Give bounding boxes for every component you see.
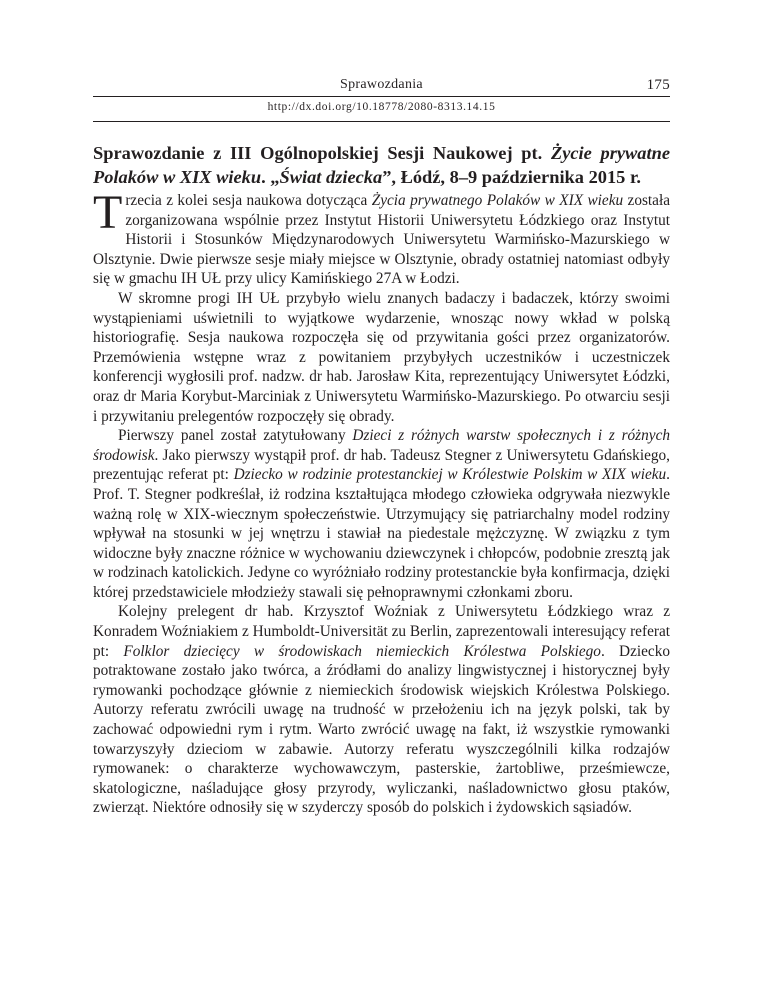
doi-rule: [93, 121, 670, 122]
running-title: Sprawozdania: [340, 77, 423, 92]
paragraph-3: [93, 426, 670, 602]
p3-text-3: . Prof. T. Stegner podkreślał, iż rodzina kształtująca młodego człowieka odgrywała niezwykle ważną rolę w XIX-wiecznym społeczeństwie. Utrzymujący się patriarchalny model rodziny wpływał na stosunki w jej wnętrzu i stawiał na piedestale mężczyznę. W związku z tym widoczne były znaczne różnice w wychowaniu dziewczynek i chłopców, podobnie zresztą jak w rodzinach katolickich. Jedyne co wyróżniało rodziny protestanckie była konfirmacja, dzięki której przedstawiciele młodzieży stawali się pełnoprawnymi członkami zboru.: [93, 466, 670, 601]
p1-text-1: rzecia z kolei sesja naukowa dotycząca: [125, 192, 372, 209]
page-number: 175: [646, 77, 670, 93]
p1-italic-1: Życia prywatnego Polaków w XIX wieku: [371, 192, 624, 209]
p3-italic-2: Dziecko w rodzinie protestanckiej w Królestwie Polskim w XIX wieku: [233, 466, 667, 484]
p4-italic-1: Folklor dziecięcy w środowiskach niemieckich Królestwa Polskiego: [123, 642, 601, 660]
paragraph-4: [93, 602, 670, 818]
p3-text-1: Pierwszy panel został zatytułowany: [118, 427, 353, 445]
title-italic-1: Życie prywatne Polaków w XIX wieku: [93, 143, 671, 187]
article-title: [93, 141, 670, 189]
p4-text-2: . Dziecko potraktowane zostało jako twórca, a źródłami do analizy lingwistycznej i historycznej były rymowanki pochodzące głównie z niemieckich środowisk wiejskich Królestwa Polskiego. Autorzy referatu zwrócili uwagę na trudność w przełożeniu ich na język polski, tak by zachować odpowiedni rym i rytm. Warto zwrócić uwagę na fakt, iż wszystkie rymowanki towarzyszyły dzieciom w zabawie. Autorzy referatu wyszczególnili kilka rodzajów rymowanek: o charakterze wychowawczym, pasterskie, żartobliwe, prześmiewcze, skatologiczne, naśladujące głosy przyrody, wyliczanki, naśladownictwo głosu ptaków, zwierząt. Niektóre odnosiły się w szyderczy sposób do polskich i żydowskich sąsiadów.: [93, 642, 670, 817]
title-italic-2: Świat dziecka: [279, 167, 383, 187]
title-part-1: Sprawozdanie z III Ogólnopolskiej Sesji Naukowej pt.: [93, 143, 551, 163]
doi-link[interactable]: http://dx.doi.org/10.18778/2080-8313.14.15: [267, 101, 496, 113]
p4-text-1: Kolejny prelegent dr hab. Krzysztof Woźniak z Uniwersytetu Łódzkiego wraz z Konradem Woźniakiem z Humboldt-Universität zu Berlin, zaprezentowali interesujący referat pt:: [93, 603, 670, 660]
p3-italic-1: Dzieci z różnych warstw społecznych i z różnych środowisk: [93, 427, 671, 464]
title-part-3: . „: [261, 167, 280, 187]
running-head: [93, 77, 670, 97]
article-body: [93, 186, 671, 818]
p1-text-2: została zorganizowana wspólnie przez Instytut Historii Uniwersytetu Łódzkiego oraz Instytut Historii i Stosunków Międzynarodowych Uniwersytetu Warmińsko-Mazurskiego w Olsztynie. Dwie pierwsze sesje miały miejsce w Olsztynie, obrady ostatniej natomiast odbyły się w gmachu IH UŁ przy ulicy Kamińskiego 27A w Łodzi.: [93, 192, 671, 288]
p3-text-2: . Jako pierwszy wystąpił prof. dr hab. Tadeusz Stegner z Uniwersytetu Gdańskiego, prezentując referat pt:: [93, 446, 670, 484]
paragraph-1: [93, 186, 671, 289]
paragraph-2: W skromne progi IH UŁ przybyło wielu znanych badaczy i badaczek, którzy swoimi wystąpieniami uświetnili to wyjątkowe wydarzenie, wnosząc nowy wkład w polską historiografię. Sesja naukowa rozpoczęła się od przywitania gości przez organizatorów. Przemówienia wstępne wraz z powitaniem przybyłych uczestników i uczestniczek konferencji wygłosili prof. nadzw. dr hab. Jarosław Kita, reprezentujący Uniwersytet Łódzki, oraz dr Maria Korybut-Marciniak z Uniwersytetu Warmińsko-Mazurskiego. Po otwarciu sesji i przywitaniu prelegentów rozpoczęły się obrady.: [93, 289, 670, 425]
drop-cap: T: [93, 186, 123, 239]
title-part-5: ”, Łódź, 8–9 października 2015 r.: [382, 167, 642, 187]
header-rule: [93, 96, 670, 97]
